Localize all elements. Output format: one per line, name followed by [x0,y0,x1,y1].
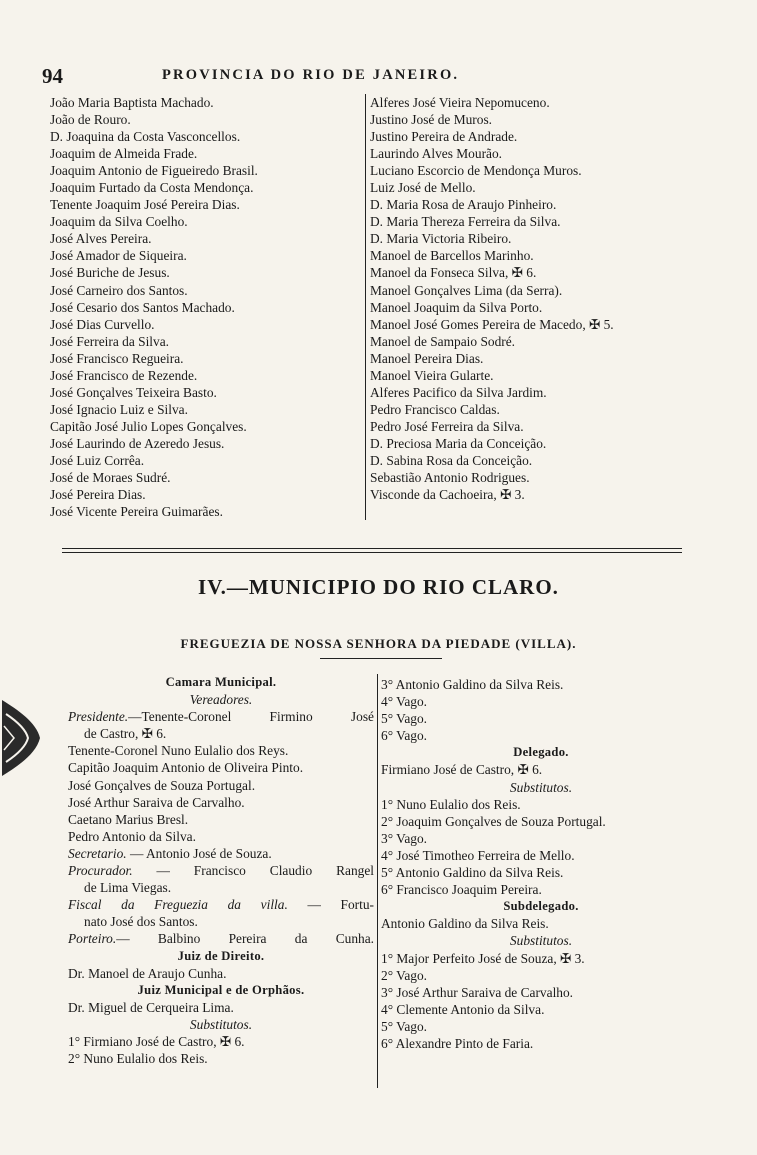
vereador-line: Pedro Antonio da Silva. [68,828,196,844]
fiscal-cont: nato José dos Santos. [84,914,198,930]
heading-camara: Camara Municipal. [165,675,277,689]
list-item: Manoel Joaquim da Silva Porto. [370,299,543,315]
list-item: José Buriche de Jesus. [50,265,170,281]
substituto-line: 2° Nuno Eulalio dos Reis. [68,1051,208,1067]
heading-delegado: Delegado. [513,745,569,760]
list-item: Capitão José Julio Lopes Gonçalves. [50,418,247,434]
page-header [42,64,562,86]
list-item: Manoel Pereira Dias. [370,350,484,366]
top-right-column [370,94,614,503]
list-item: José Pereira Dias. [50,487,146,503]
substituto-line: 1° Nuno Eulalio dos Reis. [381,796,521,812]
substituto-line: 5° Vago. [381,1018,428,1034]
presidente-line [68,708,374,725]
list-item: José Francisco Regueira. [50,350,184,366]
list-item: Joaquim Antonio de Figueiredo Brasil. [50,163,258,179]
substituto-line: 2° Vago. [381,967,428,983]
substituto-line: 1° Major Perfeito José de Souza, ✠ 3. [381,950,585,966]
list-item: Manoel Vieira Gularte. [370,367,494,383]
list-item: José Laurindo de Azeredo Jesus. [50,435,225,451]
procurador-text: — Francisco Claudio Rangel [132,863,374,879]
presidente-text: —Tenente-Coronel Firmino José [128,709,374,725]
list-item: Alferes José Vieira Nepomuceno. [370,95,550,110]
section-title: IV.—MUNICIPIO DO RIO CLARO. [198,575,559,599]
list-item: José Ferreira da Silva. [50,333,169,349]
vereador-line: 4° Vago. [381,694,428,710]
list-item: Laurindo Alves Mourão. [370,146,503,162]
lower-left-column [68,674,374,1067]
fiscal-text: — Fortu- [287,897,374,913]
list-item: Alferes Pacifico da Silva Jardim. [370,384,547,400]
list-item: Manoel de Barcellos Marinho. [370,248,534,264]
juiz-municipal-name: Dr. Miguel de Cerqueira Lima. [68,999,234,1015]
substituto-line: 5° Antonio Galdino da Silva Reis. [381,865,564,881]
heading-substitutos: Substitutos. [509,933,573,949]
list-item: José Alves Pereira. [50,231,152,247]
juiz-direito-name: Dr. Manoel de Araujo Cunha. [68,965,227,981]
secretario-line [68,845,374,862]
title-underline [320,658,442,659]
list-item: Manoel da Fonseca Silva, ✠ 6. [370,265,537,281]
substituto-line: 4° José Timotheo Ferreira de Mello. [381,847,575,863]
heading-substitutos: Substitutos. [509,779,573,795]
list-item: José Luiz Corrêa. [50,452,145,468]
list-item: Joaquim da Silva Coelho. [50,214,188,230]
separator-rule [62,548,682,549]
list-item: Manoel de Sampaio Sodré. [370,333,516,349]
heading-juiz-municipal: Juiz Municipal e de Orphãos. [137,982,305,997]
list-item: Tenente Joaquim José Pereira Dias. [50,197,240,213]
substituto-line: 3° José Arthur Saraiva de Carvalho. [381,984,574,1000]
top-left-column [50,94,258,520]
parish-title: FREGUEZIA DE NOSSA SENHORA DA PIEDADE (VILLA). [180,636,577,651]
vereador-line: 6° Vago. [381,728,428,744]
substituto-line: 3° Vago. [381,830,428,846]
list-item: José de Moraes Sudré. [50,470,171,486]
edge-ornament [0,692,46,784]
column-divider [377,674,378,1088]
substituto-line: 6° Alexandre Pinto de Faria. [381,1035,534,1051]
procurador-line [68,862,374,879]
list-item: D. Maria Rosa de Araujo Pinheiro. [370,197,557,213]
vereador-line: Tenente-Coronel Nuno Eulalio dos Reys. [68,743,289,759]
vereador-line: 3° Antonio Galdino da Silva Reis. [381,677,564,692]
list-item: Pedro José Ferreira da Silva. [370,418,524,434]
subdelegado-name: Antonio Galdino da Silva Reis. [381,916,549,932]
list-item: D. Preciosa Maria da Conceição. [370,435,547,451]
presidente-cont: de Castro, ✠ 6. [84,726,167,742]
label-fiscal: Fiscal da Freguezia da villa. [68,897,288,913]
heading-vereadores: Vereadores. [189,692,253,708]
list-item: José Cesario dos Santos Machado. [50,299,235,315]
list-item: D. Sabina Rosa da Conceição. [370,452,533,468]
list-item: Justino José de Muros. [370,112,493,128]
page-number: 94 [42,64,63,88]
vereador-line: José Arthur Saraiva de Carvalho. [68,794,245,810]
heading-subdelegado: Subdelegado. [503,899,579,914]
list-item: D. Maria Thereza Ferreira da Silva. [370,214,561,230]
vereador-line: 5° Vago. [381,711,428,727]
substituto-line: 4° Clemente Antonio da Silva. [381,1001,545,1017]
vereador-line: José Gonçalves de Souza Portugal. [68,777,256,793]
column-divider [365,94,366,520]
list-item: Manoel Gonçalves Lima (da Serra). [370,282,563,298]
list-item: Manoel José Gomes Pereira de Macedo, ✠ 5. [370,316,614,332]
secretario-text: — Antonio José de Souza. [126,845,272,861]
vereador-line: Caetano Marius Bresl. [68,811,189,827]
list-item: José Ignacio Luiz e Silva. [50,401,188,417]
fiscal-line [68,896,374,913]
list-item: D. Maria Victoria Ribeiro. [370,231,512,247]
list-item: José Amador de Siqueira. [50,248,187,264]
porteiro-text: — Balbino Pereira da Cunha. [116,931,374,947]
list-item: Luiz José de Mello. [370,180,476,196]
delegado-name: Firmiano José de Castro, ✠ 6. [381,762,543,778]
list-item: João Maria Baptista Machado. [50,95,214,110]
lower-right-column [381,676,701,1052]
substituto-line: 1° Firmiano José de Castro, ✠ 6. [68,1033,245,1049]
list-item: José Francisco de Rezende. [50,367,198,383]
list-item: Pedro Francisco Caldas. [370,401,500,417]
substituto-line: 6° Francisco Joaquim Pereira. [381,882,542,898]
label-presidente: Presidente. [68,709,129,725]
porteiro-line [68,930,374,947]
list-item: Joaquim Furtado da Costa Mendonça. [50,180,254,196]
page-title: PROVINCIA DO RIO DE JANEIRO. [162,67,460,83]
substituto-line: 2° Joaquim Gonçalves de Souza Portugal. [381,813,606,829]
list-item: Sebastião Antonio Rodrigues. [370,470,530,486]
vereador-line: Capitão Joaquim Antonio de Oliveira Pinto. [68,760,304,776]
heading-substitutos: Substitutos. [189,1016,253,1032]
list-item: João de Rouro. [50,112,131,128]
list-item: José Vicente Pereira Guimarães. [50,504,223,520]
list-item: José Dias Curvello. [50,316,155,332]
label-procurador: Procurador. [68,863,133,879]
separator-rule [62,552,682,553]
heading-juiz-direito: Juiz de Direito. [177,948,265,963]
list-item: Visconde da Cachoeira, ✠ 3. [370,487,525,503]
list-item: D. Joaquina da Costa Vasconcellos. [50,129,241,145]
list-item: José Carneiro dos Santos. [50,282,188,298]
procurador-cont: de Lima Viegas. [84,880,172,896]
label-secretario: Secretario. [68,845,127,861]
label-porteiro: Porteiro. [68,931,117,947]
list-item: Justino Pereira de Andrade. [370,129,518,145]
list-item: Joaquim de Almeida Frade. [50,146,198,162]
list-item: Luciano Escorcio de Mendonça Muros. [370,163,582,179]
list-item: José Gonçalves Teixeira Basto. [50,384,217,400]
